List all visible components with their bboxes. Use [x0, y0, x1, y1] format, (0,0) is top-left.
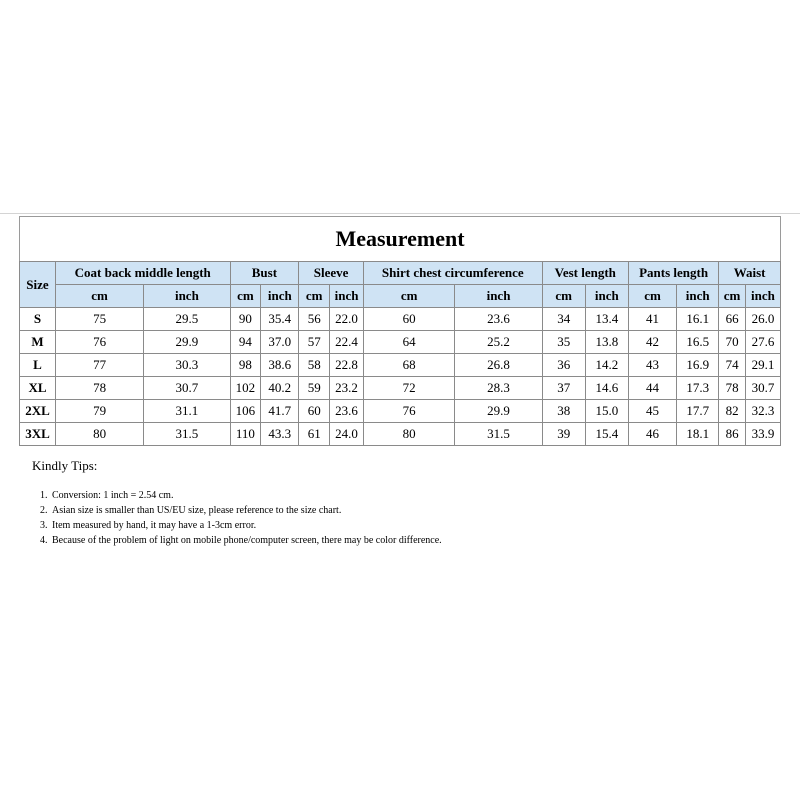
- table-cell: 23.6: [455, 308, 542, 331]
- table-cell: 13.8: [585, 331, 628, 354]
- table-row: [20, 354, 781, 377]
- table-cell: 37.0: [261, 331, 299, 354]
- table-cell: 38: [542, 400, 585, 423]
- table-cell: 59: [299, 377, 330, 400]
- table-cell: 60: [363, 308, 454, 331]
- table-cell: 26.8: [455, 354, 542, 377]
- table-cell: 40.2: [261, 377, 299, 400]
- table-row: [20, 377, 781, 400]
- table-cell: 15.4: [585, 423, 628, 446]
- table-cell: 60: [299, 400, 330, 423]
- table-row: [20, 400, 781, 423]
- table-cell: 16.1: [677, 308, 719, 331]
- group-header: Waist: [719, 262, 781, 285]
- tips-title: Kindly Tips:: [32, 458, 98, 473]
- size-label: XL: [20, 377, 56, 400]
- group-header: Pants length: [628, 262, 718, 285]
- table-cell: 31.5: [144, 423, 230, 446]
- unit-header-row: [20, 285, 781, 308]
- table-cell: 17.7: [677, 400, 719, 423]
- tips-list: [32, 488, 472, 548]
- table-cell: 29.5: [144, 308, 230, 331]
- table-cell: 79: [55, 400, 143, 423]
- unit-header: inch: [677, 285, 719, 308]
- table-cell: 74: [719, 354, 746, 377]
- table-cell: 41: [628, 308, 676, 331]
- table-cell: 32.3: [745, 400, 780, 423]
- table-cell: 76: [55, 331, 143, 354]
- table-cell: 86: [719, 423, 746, 446]
- table-cell: 43: [628, 354, 676, 377]
- table-cell: 45: [628, 400, 676, 423]
- table-cell: 80: [363, 423, 454, 446]
- table-cell: 31.1: [144, 400, 230, 423]
- size-label: L: [20, 354, 56, 377]
- table-cell: 82: [719, 400, 746, 423]
- unit-header: inch: [330, 285, 364, 308]
- table-cell: 30.3: [144, 354, 230, 377]
- table-cell: 72: [363, 377, 454, 400]
- table-cell: 76: [363, 400, 454, 423]
- measurement-table: [19, 261, 781, 446]
- table-cell: 43.3: [261, 423, 299, 446]
- table-cell: 28.3: [455, 377, 542, 400]
- tip-item: 1. Conversion: 1 inch = 2.54 cm.: [50, 488, 472, 503]
- table-cell: 29.1: [745, 354, 780, 377]
- table-cell: 25.2: [455, 331, 542, 354]
- table-cell: 30.7: [745, 377, 780, 400]
- table-cell: 22.0: [330, 308, 364, 331]
- chart-title: Measurement: [19, 216, 781, 261]
- table-cell: 44: [628, 377, 676, 400]
- table-cell: 41.7: [261, 400, 299, 423]
- unit-header: inch: [585, 285, 628, 308]
- table-cell: 77: [55, 354, 143, 377]
- table-cell: 46: [628, 423, 676, 446]
- table-cell: 17.3: [677, 377, 719, 400]
- table-cell: 61: [299, 423, 330, 446]
- size-chart: [19, 216, 781, 446]
- table-cell: 66: [719, 308, 746, 331]
- top-divider: [0, 213, 800, 214]
- table-cell: 18.1: [677, 423, 719, 446]
- unit-header: cm: [719, 285, 746, 308]
- group-header: Shirt chest circumference: [363, 262, 542, 285]
- unit-header: cm: [542, 285, 585, 308]
- unit-header: inch: [455, 285, 542, 308]
- table-cell: 78: [55, 377, 143, 400]
- table-cell: 31.5: [455, 423, 542, 446]
- table-cell: 110: [230, 423, 261, 446]
- table-cell: 38.6: [261, 354, 299, 377]
- unit-header: inch: [261, 285, 299, 308]
- table-cell: 13.4: [585, 308, 628, 331]
- table-cell: 90: [230, 308, 261, 331]
- table-cell: 78: [719, 377, 746, 400]
- size-label: 2XL: [20, 400, 56, 423]
- unit-header: cm: [230, 285, 261, 308]
- table-cell: 36: [542, 354, 585, 377]
- group-header: Sleeve: [299, 262, 364, 285]
- unit-header: cm: [55, 285, 143, 308]
- table-cell: 16.9: [677, 354, 719, 377]
- table-cell: 42: [628, 331, 676, 354]
- table-row: [20, 331, 781, 354]
- size-label: 3XL: [20, 423, 56, 446]
- tip-item: 3. Item measured by hand, it may have a 1-3cm error.: [50, 518, 472, 533]
- table-cell: 106: [230, 400, 261, 423]
- table-cell: 98: [230, 354, 261, 377]
- unit-header: inch: [745, 285, 780, 308]
- table-cell: 27.6: [745, 331, 780, 354]
- unit-header: inch: [144, 285, 230, 308]
- group-header: Vest length: [542, 262, 628, 285]
- unit-header: cm: [628, 285, 676, 308]
- table-cell: 68: [363, 354, 454, 377]
- group-header: Coat back middle length: [55, 262, 230, 285]
- size-label: M: [20, 331, 56, 354]
- table-cell: 102: [230, 377, 261, 400]
- table-cell: 14.6: [585, 377, 628, 400]
- table-cell: 14.2: [585, 354, 628, 377]
- table-cell: 35.4: [261, 308, 299, 331]
- unit-header: cm: [363, 285, 454, 308]
- table-cell: 75: [55, 308, 143, 331]
- tip-item: 2. Asian size is smaller than US/EU size, please reference to the size chart.: [50, 503, 472, 518]
- table-cell: 70: [719, 331, 746, 354]
- size-column-header: Size: [20, 262, 56, 308]
- table-cell: 64: [363, 331, 454, 354]
- group-header-row: [20, 262, 781, 285]
- table-cell: 39: [542, 423, 585, 446]
- table-cell: 33.9: [745, 423, 780, 446]
- table-cell: 26.0: [745, 308, 780, 331]
- table-cell: 23.6: [330, 400, 364, 423]
- table-body: [20, 308, 781, 446]
- unit-header: cm: [299, 285, 330, 308]
- table-cell: 15.0: [585, 400, 628, 423]
- table-cell: 34: [542, 308, 585, 331]
- table-cell: 29.9: [144, 331, 230, 354]
- tip-item: 4. Because of the problem of light on mobile phone/computer screen, there may be color difference.: [50, 533, 472, 548]
- table-row: [20, 308, 781, 331]
- group-header: Bust: [230, 262, 299, 285]
- table-cell: 23.2: [330, 377, 364, 400]
- table-cell: 29.9: [455, 400, 542, 423]
- table-cell: 58: [299, 354, 330, 377]
- table-row: [20, 423, 781, 446]
- table-cell: 30.7: [144, 377, 230, 400]
- table-cell: 80: [55, 423, 143, 446]
- table-cell: 56: [299, 308, 330, 331]
- table-cell: 22.4: [330, 331, 364, 354]
- table-cell: 37: [542, 377, 585, 400]
- table-cell: 24.0: [330, 423, 364, 446]
- kindly-tips: [32, 458, 472, 548]
- table-cell: 16.5: [677, 331, 719, 354]
- table-cell: 22.8: [330, 354, 364, 377]
- size-label: S: [20, 308, 56, 331]
- table-cell: 94: [230, 331, 261, 354]
- table-cell: 57: [299, 331, 330, 354]
- table-cell: 35: [542, 331, 585, 354]
